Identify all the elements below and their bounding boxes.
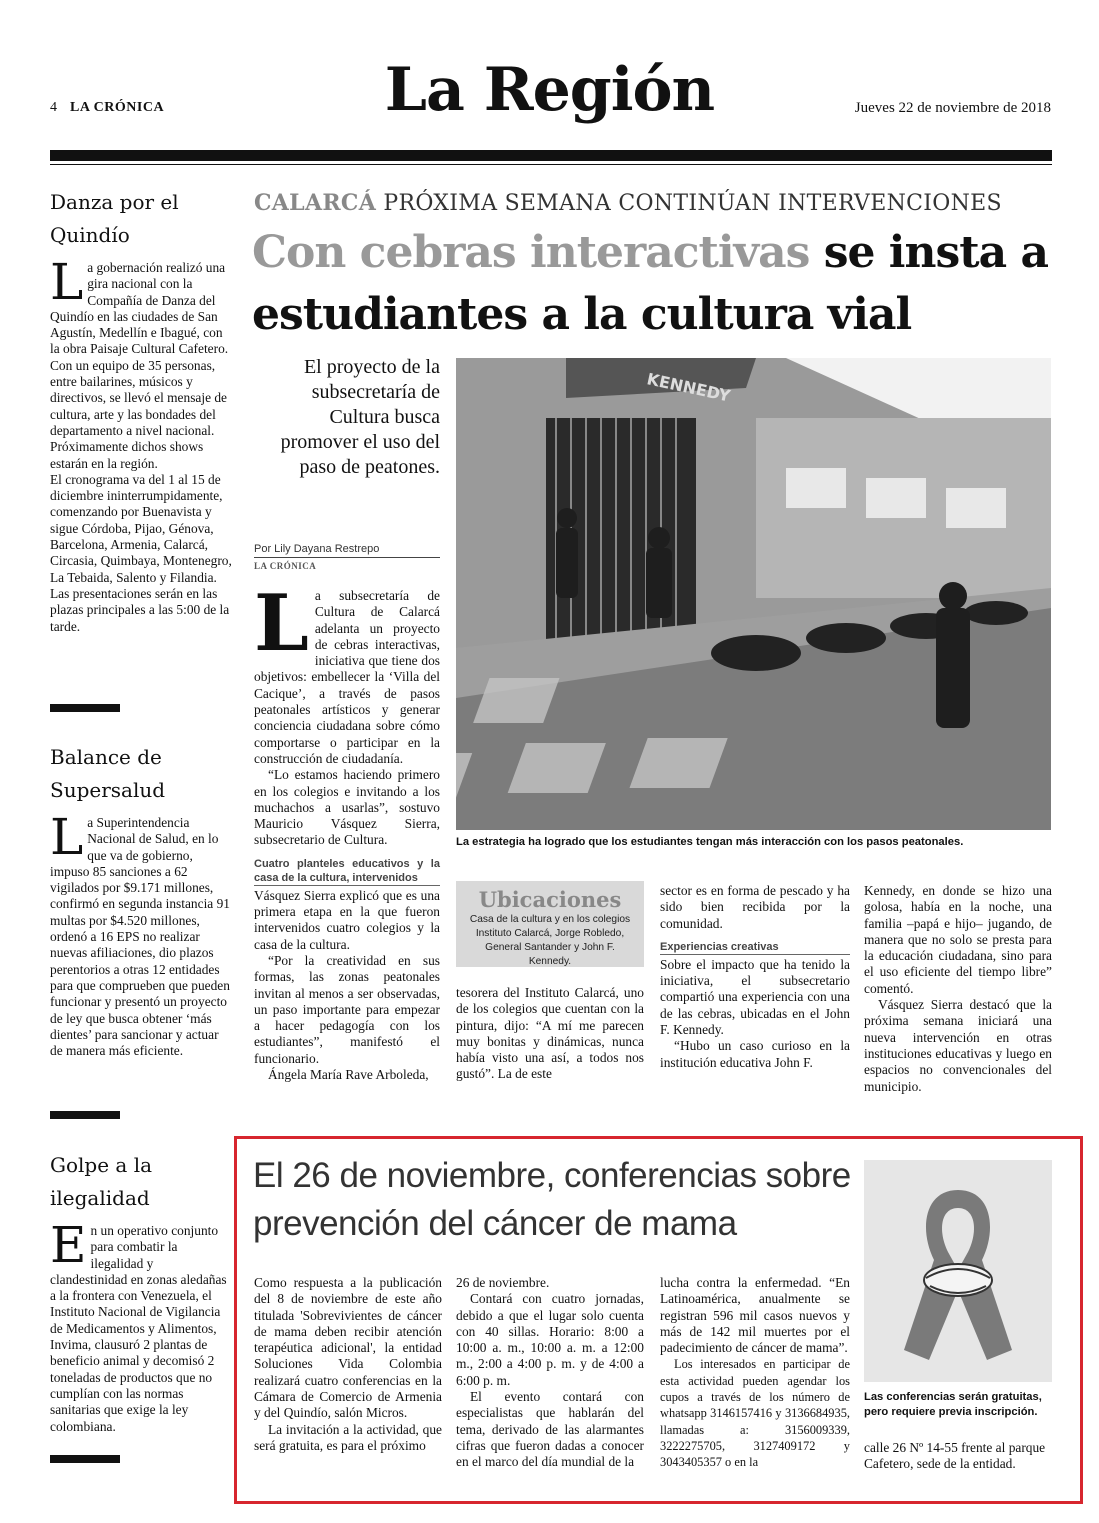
article-column-3: sector es en forma de pescado y ha sido bien recibida por la comunidad. Experiencias creativas Sobre el impacto que ha tenido la iniciativa, el subsecretario compartió una experiencia con una de las cebras, ubicadas en el John F. Kennedy. “Hubo un caso curioso en la institución educativa John F. [660,883,850,1070]
subsection-heading: Experiencias creativas [660,940,850,955]
ubicaciones-box [456,881,644,967]
top-rule-thin [50,164,1052,165]
brief-title: Golpe a la ilegalidad [50,1153,153,1210]
photo-sign: KENNEDY [645,369,733,406]
brief-body: El cronograma va del 1 al 15 de diciembre ininterrumpidamente, comenzando por Buenavista y sigue Córdoba, Pijao, Génova, Barcelona, Armenia, Calarcá, Circasia, Quimbaya, Montenegro, La Tebaida, Salento y Filandia. Las presentaciones serán en las plazas principales a las 5:00 de la tarde. [50,471,232,634]
brief-ilegalidad [50,1149,232,1435]
page-number: 4 [50,100,57,115]
separator-bar [50,1111,120,1119]
article-column-2: tesorera del Instituto Calarcá, uno de los colegios que cuentan con la pintura, dijo: “A mí me parecen muy bonitas y dinámicas, nunca había visto una así, a todos nos gustó”. La de este [456,985,644,1082]
brief-danza [50,186,232,635]
brief-body: La Superintendencia Nacional de Salud, en lo que va de gobierno, impuso 85 sanciones a 62 vigilados por $9.171 millones, confirmó en segunda instancia 91 multas por $4.520 millones, ordenó a 16 EPS no realizar nuevas afiliaciones, dio plazos perentorios a otras 12 entidades para que comprueben que pueden funcionar y presentó un proyecto de ley que busca obtener ‘más dientes’ para sancionar y actuar de manera más eficiente. [50,808,230,1059]
box-headline: El 26 de noviembre, conferencias sobre prevención del cáncer de mama [253,1156,851,1243]
kicker: CALARCÁ PRÓXIMA SEMANA CONTINÚAN INTERVENCIONES [254,190,1002,216]
box-column-3: lucha contra la enfermedad. “En Latinoamérica, anualmente se registran 596 mil casos nuevos y más de 142 mil muertes por el padecimiento de cáncer de mama”. Los interesados en participar de esta actividad pueden agendar los cupos a través de los número de whatsapp 3146157416 y 3136684935, llamadas a: 3156009339, 3222275705, 3127409172 y 3043405357 o en la [660,1275,850,1470]
byline-paper: LA CRÓNICA [254,561,317,571]
section-title: La Región [384,55,715,125]
article-column-1: La subsecretaría de Cultura de Calarcá adelanta un proyecto de cebras interactivas, iniciativa que tiene dos objetivos: embellecer la ‘Villa del Cacique’, a través de pasos peatonales artísticos y generar conciencia ciudadana sobre cómo comportarse o participar en la construcción de ciudadanía. “Lo estamos haciendo primero en los colegios e invitando a los muchachos a usarlas”, sostuvo Mauricio Vásquez Sierra, subsecretario de Cultura. Cuatro planteles educativos y la casa de la cultura, intervenidos Vásquez Sierra explicó que es una primera etapa en la que fueron intervenidos cuatro colegios y la casa de la cultura. “Por la creatividad en sus formas, las zonas peatonales invitan al menos a ser observadas, un paso importante para empezar a hacer pedagogía con los estudiantes”, manifestó el funcionario. Ángela María Rave Arboleda, [254,578,440,1083]
box-address: calle 26 Nº 14-55 frente al parque Cafetero, sede de la entidad. [864,1440,1046,1472]
brief-title: Danza por el Quindío [50,190,179,247]
brief-body: En un operativo conjunto para combatir la ilegalidad y clandestinidad en zonas aledañas a la frontera con Venezuela, el Instituto Nacional de Vigilancia de Medicamentos y Alimentos, Invima, clausuró 2 plantas de beneficio animal y decomisó 2 toneladas de productos que no cumplían con las normas sanitarias que exige la ley colombiana. [50,1216,227,1434]
brief-title: Balance de Supersalud [50,745,166,802]
article-column-4: Kennedy, en donde se hizo una golosa, había en la noche, una familia –papá e hijo– jugando, de manera que no solo se presta para la educación ciudadana, sino para el uso eficiente del tiempo libre” comentó. Vásquez Sierra destacó que la próxima semana iniciará una nueva intervención en otras instituciones educativas y luego en espacios no convencionales del municipio. [864,883,1052,1094]
pink-ribbon-image [864,1160,1052,1382]
ribbon-icon [864,1160,1052,1382]
brief-supersalud [50,741,232,1059]
paper-name: LA CRÓNICA [70,100,165,115]
box-column-1-text: Como respuesta a la publicación del 8 de noviembre de este año titulada 'Sobrevivientes de cáncer de mama deben recibir atención terapéutica adicional', la entidad Soluciones Vida Colombia realizará cuatro conferencias en la Cámara de Comercio de Armenia y del Quindío, salón Micros. La invitación a la actividad, que será gratuita, es para el próximo [254,1275,442,1453]
school-photo [456,358,1051,830]
box-image-caption: Las conferencias serán gratuitas, pero requiere previa inscripción. [864,1391,1042,1418]
drop-cap: L [254,578,309,669]
brief-body: Próximamente dichos shows estarán en la región. [50,439,204,471]
brief-body: La gobernación realizó una gira nacional con la Compañía de Danza del Quindío en las ciudades de San Agustín, Medellín e Ibagué, con la obra Paisaje Cultural Cafetero. Con un equipo de 35 personas, entre bailarines, músicos y directivos, se llevó el mensaje de cultura, arte y las bondades del departamento a nivel nacional. [50,253,229,438]
photo-caption: La estrategia ha logrado que los estudiantes tengan más interacción con los pasos peatonales. [456,836,964,848]
box-column-2: 26 de noviembre. Contará con cuatro jornadas, debido a que el lugar solo cuenta con 40 sillas. Horario: 8:00 a 10:00 a. m., 10:00 a. m. a 12:00 m., 2:00 a 4:00 p. m. y de 4:00 a 6:00 p. m. El evento contará con especialistas que hablarán del tema, derivado de las alarmantes cifras que fueron dadas a conocer en el marco del día mundial de la [456,1275,644,1470]
subsection-heading: Cuatro planteles educativos y la casa de la cultura, intervenidos [254,857,440,884]
drop-cap: E [50,1216,87,1274]
separator-bar [50,1455,120,1463]
headline: Con cebras interactivas se insta a estudiantes a la cultura vial [252,227,1048,340]
publication-date: Jueves 22 de noviembre de 2018 [854,100,1051,116]
ubicaciones-text: Casa de la cultura y en los colegios Instituto Calarcá, Jorge Robledo, General Santander y John F. Kennedy. [469,914,631,967]
top-rule [50,150,1052,161]
separator-bar [50,704,120,712]
drop-cap: L [50,808,84,866]
ubicaciones-title: Ubicaciones [478,887,622,912]
byline: Por Lily Dayana Restrepo [254,543,440,558]
drop-cap: L [50,253,84,311]
subhead: El proyecto de la subsecretaría de Cultura busca promover el uso del paso de peatones. [280,356,440,478]
